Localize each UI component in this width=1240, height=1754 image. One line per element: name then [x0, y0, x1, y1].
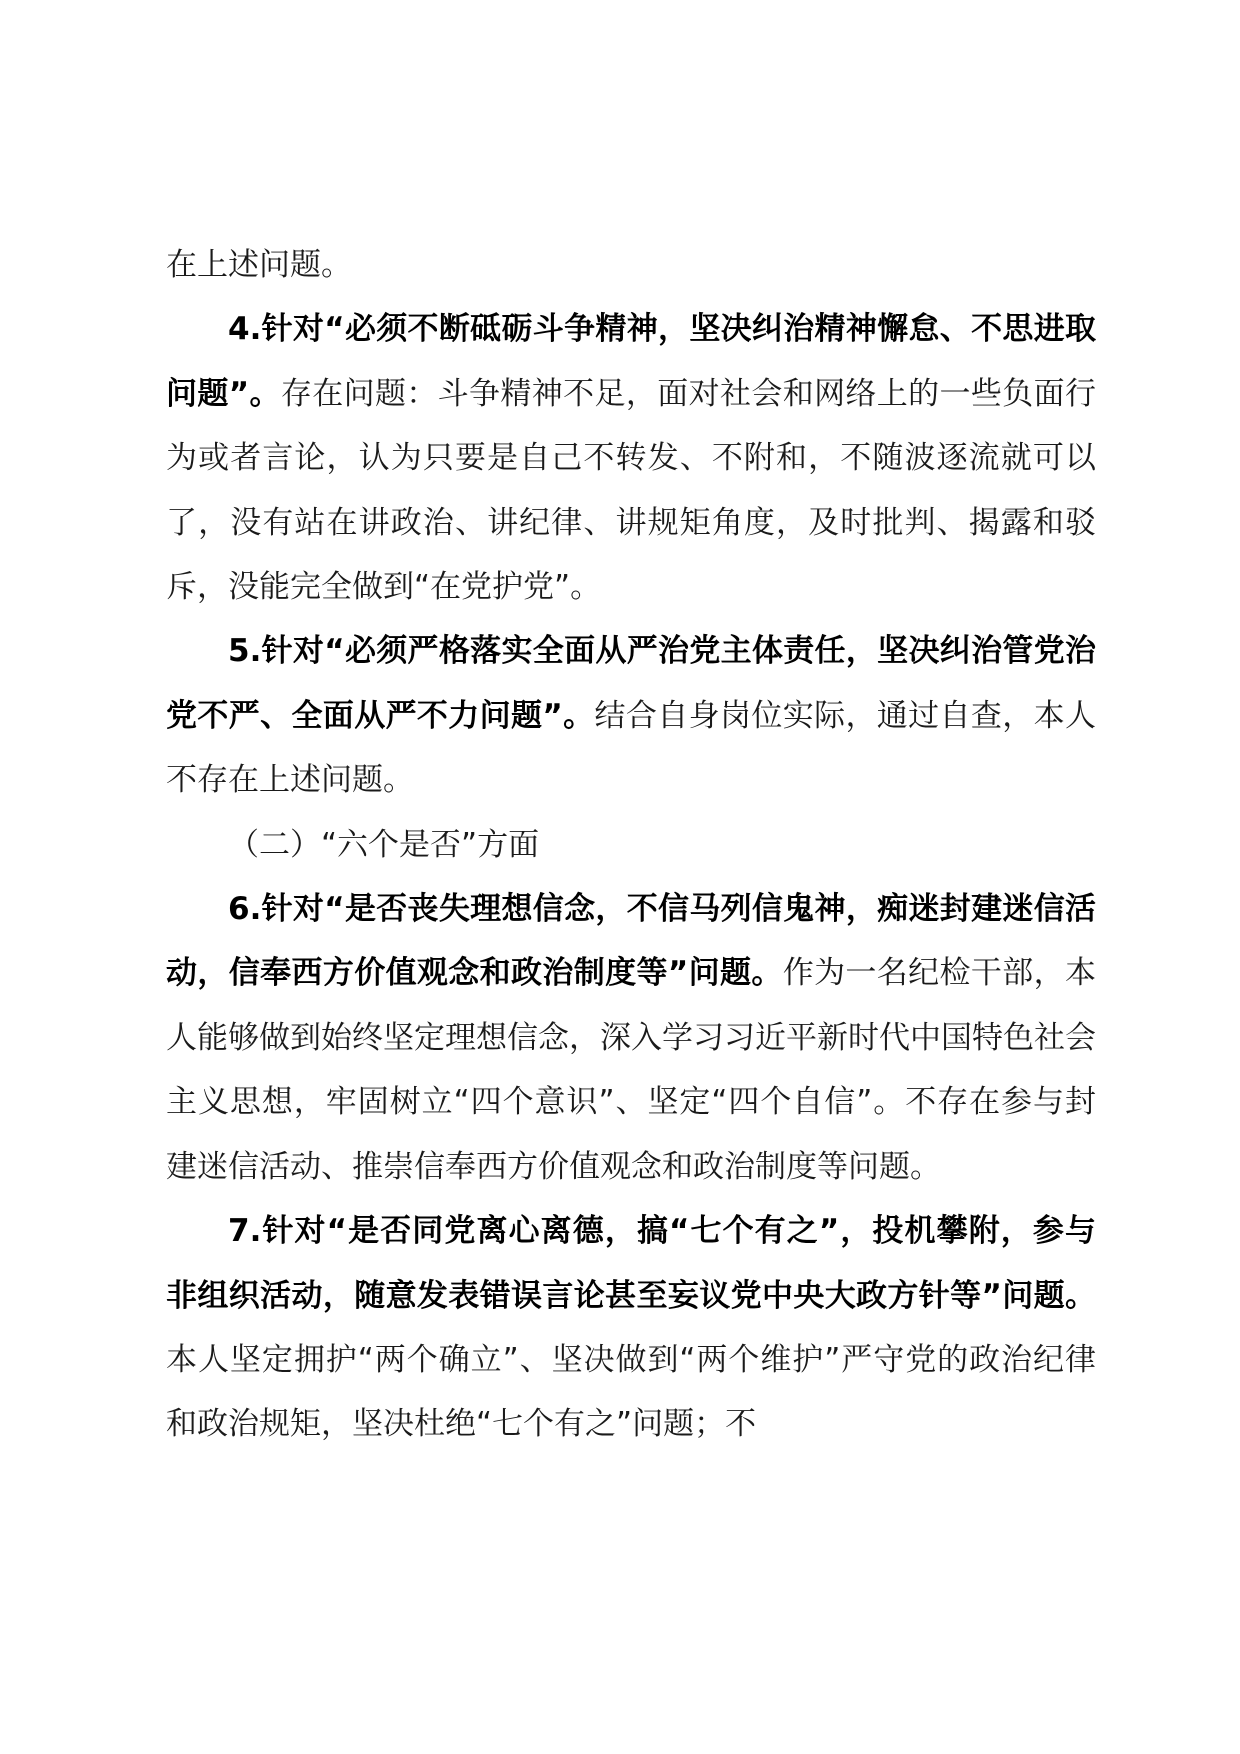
item-heading: 5.针对“必须严格落实全面从严治党主体责任，坚决纠治管党治党不严、全面从严不力问题”。	[166, 633, 1096, 734]
item-heading: 6.针对“是否丧失理想信念，不信马列信鬼神，痴迷封建迷信活动，信奉西方价值观念和政治制度等”问题。	[166, 891, 1096, 992]
paragraph-text: 本人坚定拥护“两个确立”、坚决做到“两个维护”严守党的政治纪律和政治规矩，坚决杜绝“七个有之”问题；不	[166, 1341, 1096, 1443]
paragraph-text: 作为一名纪检干部，本人能够做到始终坚定理想信念，深入学习习近平新时代中国特色社会主义思想，牢固树立“四个意识”、坚定“四个自信”。不存在参与封建迷信活动、推崇信奉西方价值观念和政治制度等问题。	[166, 955, 1096, 1185]
paragraph-item-4	[166, 297, 1096, 619]
section-heading	[166, 813, 1096, 877]
section-heading-text: （二）“六个是否”方面	[228, 826, 540, 863]
paragraph-item-5	[166, 619, 1096, 812]
paragraph-continuation	[166, 233, 1096, 297]
paragraph-item-6	[166, 877, 1096, 1199]
paragraph-text: 存在问题：斗争精神不足，面对社会和网络上的一些负面行为或者言论，认为只要是自己不转发、不附和，不随波逐流就可以了，没有站在讲政治、讲纪律、讲规矩角度，及时批判、揭露和驳斥，没能完全做到“在党护党”。	[166, 375, 1097, 606]
item-heading: 7.针对“是否同党离心离德，搞“七个有之”，投机攀附，参与非组织活动，随意发表错误言论甚至妄议党中央大政方针等”问题。	[166, 1213, 1096, 1314]
paragraph-text: 在上述问题。	[166, 247, 352, 283]
paragraph-text: 结合自身岗位实际，通过自查，本人不存在上述问题。	[166, 697, 1097, 799]
document-body	[166, 233, 1096, 1457]
paragraph-item-7	[166, 1199, 1096, 1457]
item-heading: 4.针对“必须不断砥砺斗争精神，坚决纠治精神懈怠、不思进取问题”。	[166, 311, 1096, 412]
